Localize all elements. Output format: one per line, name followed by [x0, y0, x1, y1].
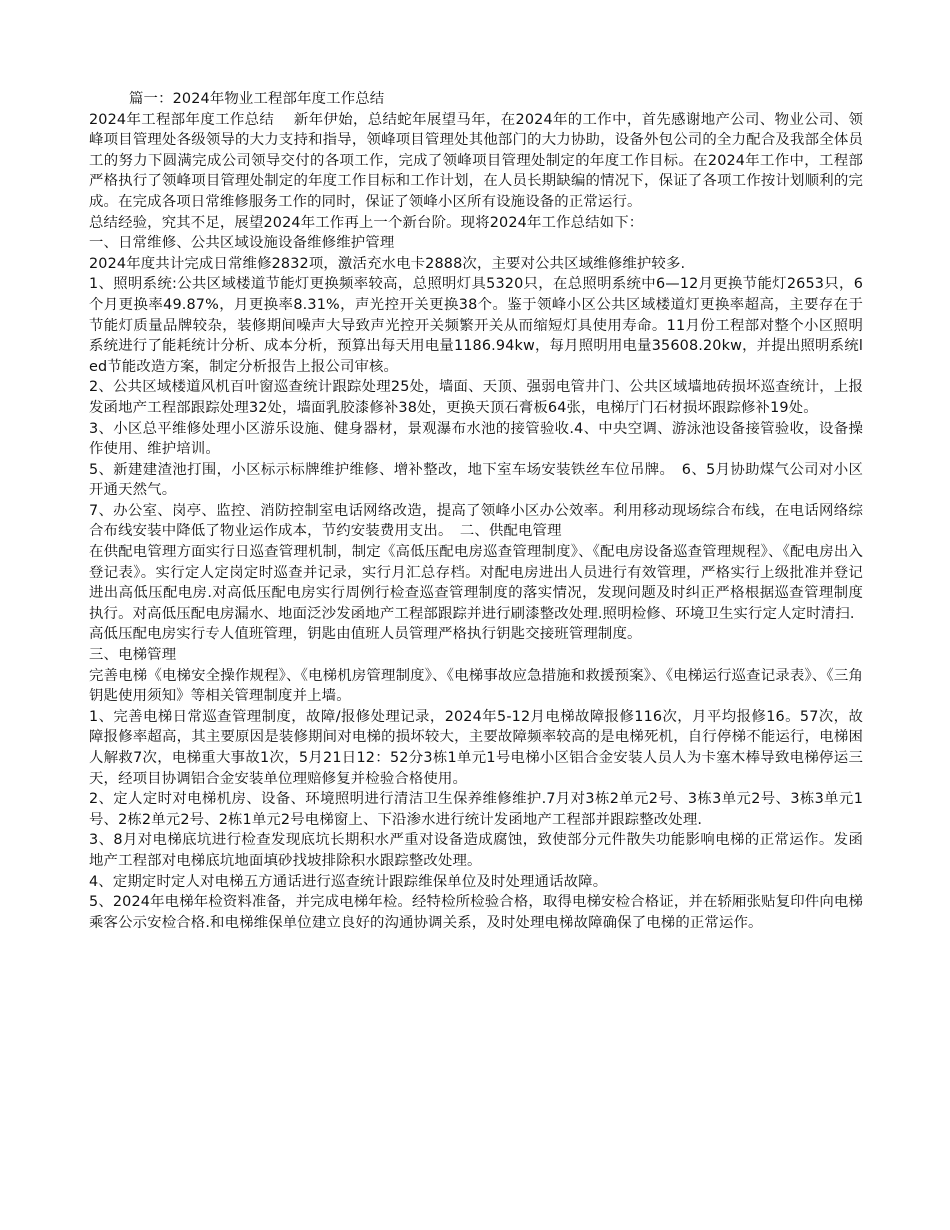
- elevator-fault-paragraph: 1、完善电梯日常巡查管理制度，故障/报修处理记录，2024年5-12月电梯故障报修116次，月平均报修16。57次，故障报修率超高，其主要原因是装修期间对电梯的损坏较大，主要故障频率较高的是电梯死机，自行停梯不能运行，电梯困人解救7次，电梯重大事故1次，5月21日12：52分3栋1单元1号电梯小区铝合金安装人员人为卡塞木棒导致电梯停运三天，经项目协调铝合金安装单位理赔修复并检验合格使用。: [89, 708, 863, 787]
- summary-paragraph: 总结经验，究其不足，展望2024年工作再上一个新台阶。现将2024年工作总结如下：: [89, 214, 644, 231]
- lighting-paragraph: 1、照明系统:公共区域楼道节能灯更换频率较高，总照明灯具5320只，在总照明系统中6—12月更换节能灯2653只，6个月更换率49.87%，月更换率8.31%，声光控开关更换38个。鉴于领峰小区公共区域楼道灯更换率超高，主要存在于节能灯质量品牌较杂，装修期间噪声大导致声光控开关频繁开关从而缩短灯具使用寿命。11月份工程部对整个小区照明系统进行了能耗统计分析、成本分析，预算出每天用电量1186.94kw，每月照明用电量35608.20kw，并提出照明系统led节能改造方案，制定分析报告上报公司审核。: [89, 276, 864, 375]
- facilities-paragraph: 3、小区总平维修处理小区游乐设施、健身器材，景观瀑布水池的接管验收.4、中央空调、游泳池设备接管验收，设备操作使用、维护培训。: [89, 420, 863, 458]
- power-management-paragraph: 在供配电管理方面实行日巡查管理机制，制定《高低压配电房巡查管理制度》、《配电房设备巡查管理规程》、《配电房出入登记表》。实行定人定岗定时巡查并记录，实行月汇总存档。对配电房进出人员进行有效管理，严格实行上级批准并登记进出高低压配电房.对高低压配电房实行周例行检查巡查管理制度的落实情况，发现问题及时纠正严格根据巡查管理制度执行。对高低压配电房漏水、地面泛沙发函地产工程部跟踪并进行刷漆整改处理.照明检修、环境卫生实行定人定时清扫.: [89, 544, 863, 622]
- elevator-pit-paragraph: 3、8月对电梯底坑进行检查发现底坑长期积水严重对设备造成腐蚀，致使部分元件散失功能影响电梯的正常运作。发函地产工程部对电梯底坑地面填砂找坡排除积水跟踪整改处理。: [89, 832, 863, 869]
- document-page: [89, 89, 863, 933]
- section-heading-elevator: 三、电梯管理: [89, 647, 177, 664]
- signage-gas-paragraph: 5、新建建渣池打围，小区标示标牌维护维修、增补整改，地下室车场安装铁丝车位吊牌。 6、5月协助煤气公司对小区开通天然气。: [89, 461, 863, 499]
- maintenance-overview-paragraph: 2024年度共计完成日常维修2832项，激活充水电卡2888次，主要对公共区域维修维护较多.: [89, 255, 686, 272]
- public-area-paragraph: 2、公共区域楼道风机百叶窗巡查统计跟踪处理25处，墙面、天顶、强弱电管井门、公共区域墙地砖损坏巡查统计，上报发函地产工程部跟踪处理32处，墙面乳胶漆修补38处，更换天顶石膏板64张，电梯厅门石材损坏跟踪修补19处。: [89, 379, 863, 416]
- document-title: 篇一：2024年物业工程部年度工作总结: [129, 91, 385, 107]
- network-paragraph: 7、办公室、岗亭、监控、消防控制室电话网络改造，提高了领峰小区办公效率。利用移动现场综合布线，在电话网络综合布线安装中降低了物业运作成本，节约安装费用支出。 二、供配电管理: [89, 502, 863, 540]
- elevator-rules-paragraph: 完善电梯《电梯安全操作规程》、《电梯机房管理制度》、《电梯事故应急措施和救援预案》、《电梯运行巡查记录表》、《三角钥匙使用须知》等相关管理制度并上墙。: [89, 667, 863, 705]
- intro-paragraph: 2024年工程部年度工作总结 新年伊始，总结蛇年展望马年，在2024年的工作中，首先感谢地产公司、物业公司、领峰项目管理处各级领导的大力支持和指导，领峰项目管理处其他部门的大力协助，设备外包公司的全力配合及我部全体员工的努力下圆满完成公司领导交付的各项工作，完成了领峰项目管理处制定的年度工作目标。在2024年工作中，工程部严格执行了领峰项目管理处制定的年度工作目标和工作计划，在人员长期缺编的情况下，保证了各项工作按计划顺利的完成。在完成各项日常维修服务工作的同时，保证了领峰小区所有设施设备的正常运行。: [89, 111, 863, 210]
- elevator-intercom-paragraph: 4、定期定时定人对电梯五方通话进行巡查统计跟踪维保单位及时处理通话故障。: [89, 873, 608, 890]
- section-heading-maintenance: 一、日常维修、公共区域设施设备维修维护管理: [89, 235, 395, 252]
- power-duty-paragraph: 高低压配电房实行专人值班管理，钥匙由值班人员管理严格执行钥匙交接班管理制度。: [89, 626, 642, 643]
- elevator-inspection-paragraph: 5、2024年电梯年检资料准备，并完成电梯年检。经特检所检验合格，取得电梯安检合格证，并在轿厢张贴复印件向电梯乘客公示安检合格.和电梯维保单位建立良好的沟通协调关系，及时处理电梯故障确保了电梯的正常运作。: [89, 894, 863, 931]
- elevator-cleaning-paragraph: 2、定人定时对电梯机房、设备、环境照明进行清洁卫生保养维修维护.7月对3栋2单元2号、3栋3单元2号、3栋3单元1号、2栋2单元2号、2栋1单元2号电梯窗上、下沿渗水进行统计发函地产工程部并跟踪整改处理.: [89, 791, 863, 828]
